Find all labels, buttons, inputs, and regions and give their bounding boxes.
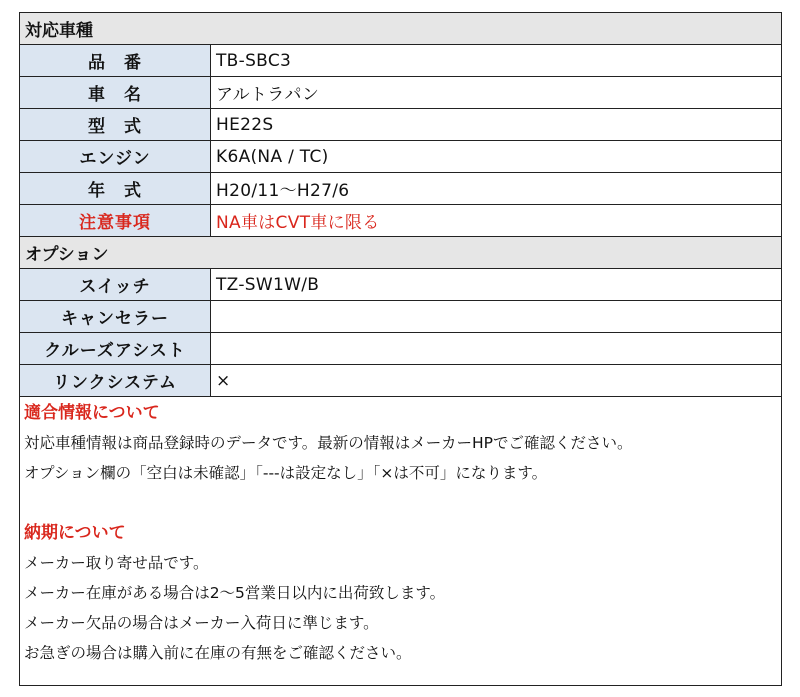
row-value-switch: TZ-SW1W/B: [211, 269, 782, 301]
table-row: [20, 301, 782, 333]
fitment-info-heading: 適合情報について: [24, 403, 160, 423]
row-value-model-year: H20/11～H27/6: [211, 173, 782, 205]
row-label-engine: エンジン: [20, 141, 211, 173]
table-row: [20, 109, 782, 141]
spacer: [24, 488, 774, 518]
row-label-link-system: リンクシステム: [20, 365, 211, 397]
row-label-model-code: 型 式: [20, 109, 211, 141]
delivery-info-heading: 納期について: [24, 523, 126, 543]
row-value-vehicle-name: アルトラパン: [211, 77, 782, 109]
section-header-row: [20, 13, 782, 45]
row-label-model-year: 年 式: [20, 173, 211, 205]
row-label-vehicle-name: 車 名: [20, 77, 211, 109]
row-value-engine: K6A(NA / TC): [211, 141, 782, 173]
table-row: [20, 333, 782, 365]
fitment-info-line: オプション欄の「空白は未確認」「---は設定なし」「×は不可」になります。: [24, 464, 548, 482]
delivery-info-line: メーカー欠品の場合はメーカー入荷日に準じます。: [24, 614, 379, 632]
spec-table: [19, 12, 782, 397]
fitment-info-line: 対応車種情報は商品登録時のデータです。最新の情報はメーカーHPでご確認ください。: [24, 434, 633, 452]
delivery-info-line: お急ぎの場合は購入前に在庫の有無をご確認ください。: [24, 644, 412, 662]
table-row: [20, 269, 782, 301]
row-label-notes: 注意事項: [20, 205, 211, 237]
row-label-part-number: 品 番: [20, 45, 211, 77]
table-row: [20, 45, 782, 77]
table-row: [20, 141, 782, 173]
row-label-cruise-assist: クルーズアシスト: [20, 333, 211, 365]
row-value-part-number: TB-SBC3: [211, 45, 782, 77]
delivery-info-line: メーカー在庫がある場合は2～5営業日以内に出荷致します。: [24, 584, 446, 602]
delivery-info-line: メーカー取り寄せ品です。: [24, 554, 209, 572]
row-value-cruise-assist: [211, 333, 782, 365]
row-label-switch: スイッチ: [20, 269, 211, 301]
table-row: [20, 173, 782, 205]
section-title-options: オプション: [20, 237, 782, 269]
row-value-canceller: [211, 301, 782, 333]
notes-section: [24, 398, 774, 668]
row-value-model-code: HE22S: [211, 109, 782, 141]
row-value-notes: NA車はCVT車に限る: [211, 205, 782, 237]
table-row: [20, 77, 782, 109]
section-header-row: [20, 237, 782, 269]
table-row: [20, 365, 782, 397]
table-row: [20, 205, 782, 237]
row-value-link-system: ×: [211, 365, 782, 397]
row-label-canceller: キャンセラー: [20, 301, 211, 333]
section-title-compatible-vehicles: 対応車種: [20, 13, 782, 45]
